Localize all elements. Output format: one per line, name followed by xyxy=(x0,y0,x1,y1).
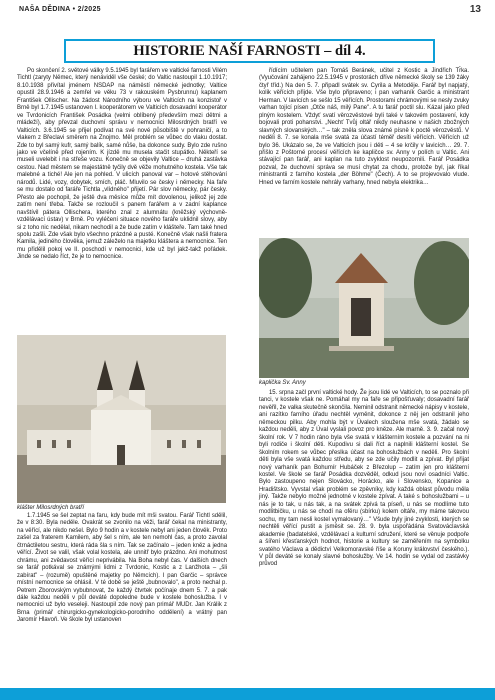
page-number: 13 xyxy=(469,4,481,15)
church-photo xyxy=(17,335,226,503)
publication-name: NAŠA DĚDINA • 2/2025 xyxy=(19,6,101,13)
page-header xyxy=(0,0,495,22)
right-paragraph-2: 15. srpna začl první valtické hody. Že jsou lidé ve Valticích, to se poznalo při tanci, v kostele však ne. Pomáhal my na faře se připošťuvaly; dosavadní farář nevěřil, že valka skutečně skončila. Neminil odstranit německé nápisy v kostele, ani razítko farního úřadu nechtěl vyměnit, dokonce z něj jen odstranil jeho německou pilku. Aby mohla být v Úvalech sloužena mše svatá, žádalo se každou neděli, aby z Úval vyslali povoz pro kněze. Ale marně. 3. 9. začal nový školní rok. V 7 hodin ráno byla vše svatá v klášterním kostele a pozvání na ni byli rodiče i školní děti. Kupodivu si dali říct a naplnili klášterní kostel. Se školním rokem se vůbec přeslka účast na bohoslužbách v neděli. Pro školní děti byla vše svatá každou středu, aby se zde učily modlit a zpívat. Byl přijat nový varhaník pan Bohumír Hubáček z Březolup – zatím jen pro klášterní kostel. Ve škole se farář Posádka dozvěděl, odkud jsou noví osadníci Valtic. Bylo zastoupeno nejen Slovácko, Horácko, ale i Slovensko, Kopanice a Hradištsko. Vyvstal však problém se zpěvníky, kdy každá oblast původu měla jiný. Takže nebylo možné jednotné v kostele zpívat. A také s bohoslužbami – u nás je to tak, u nás tak, a na svátek zpívá ta píseň, u nás se modlíme tuto modlitbičku, u nás se chodí na ofěru (sbírku) kolem oltáře, my máme takovou sochu, my tam nesli kostel vymalovaný…" Všude byly jiné zvyklosti, kterých se nechtěli věřící pustit a jsměsit se. 28. 9. byla uspořádána Svatováclavská akademie (badatelské, vzdělávací a kulturní sdružení, které se věnuje podpoře a šíření křesťanských hodnot, historie a kultury se zaměřením na symbolku svatého Václava a dědictví Velkomoravské říše a Koruny království českého.). V půl deváté se konaly slavné bohoslužby. Ve 14. hodin se vydal od zastávky průvod xyxy=(259,390,469,568)
bottom-accent-bar xyxy=(0,688,495,700)
chapel-photo xyxy=(259,238,469,378)
right-paragraph-1: řídícím učitelem pan Tomáš Beránek, učitel z Kostic a Jindřich Tr̄ka. (Vyučování zahájeno 22.5.1945 v prostorách dříve německé školy se 139 žáky čtyř tříd.) Na den 5. 7. připadl svátek sv. Cyrila a Metoděje. Farář byl napjatý, kolik věřících přijde. Vše bylo připraveno; i pan varhaník Garčic a ministrant Herman. V lavicích se sešlo 15 věřících. Prostorami chrámovými se nesly zvuky varhan tojící písen „Otče náš, milý Pane". A tu farář poctil slu. Kázal jako před plným kostelem. Vždyť svatí věrozvěstové byli také v takovém postavení, kdy bojovali proti pohanstvi. „Nechť Tvůj oltář nikdy neuhasne v našich zbožných slavných slovanských…" – tak zněla slova známé písně k poctě věrozvěstů. V neděli 8. 7. se konala mše svatá za účastí téměř desíti věřících. Věřících už bylo 36. Ukázalo se, že ve Valticích jsou i děti – 4 se krčily v lavicích… 29. 7. přišlo z Poštorné procesí věřících ke kapličce sv. Anny v polích u Valtic. Ani stávající pan farář, ani kaplan na tuto zvyklost neupozornili. Farář Posádka pozval, že duchovní správa se musí chytat za chodu, protože byl, jak říkal ministrantii z farního kostela „der Böhme" (Čech). A to se projevovalo vlude. Hned ve farním kostele nehrály varhany, hned nebyla elektrika… xyxy=(259,68,469,186)
left-column-continued xyxy=(17,513,227,688)
left-paragraph-1: Po skončení 2. světové války 9.5.1945 byl farářem ve valtické farnosti Vilém Tichtl (zaryty Němec, který nenáviděl vše české; do Valtic nastoupil 1.10.1917; 8.10.1938 přivítal jménem NSDAP na náměstí německé jednotky; Valtice opustil 28.9.1946 a zemřel ve věku 73 v rakouském Pysbrunnu) kaplanem František Ollischer. Na žádost Národního výboru ve Valticích na konzistoř v Brně byl 1.7.1945 ustanoven I. kooperátorem ve Valticích dosavadní kooperátor ve Tvrdonicích František Posádka (velmi oblíbený především mezi dětmi a mládeží), aby převzal duchovní správu v nemocnici Milosrdných bratří ve Valticích. 3.6.1945 se přijel podívat na své nové působiště v pohraničí, a to vlakem z Břeclavi směrem na Znojmo. Měl problém se vůbec do vlaku dostat. Zde to byl samý kufr, samý balík, samé nůše, ba dokonce sudy. Bylo zde rušno jako ve včelíně před rojením. K jízdě mu musela stačit stupátko. Někteří se museli uvelebit i na střeše vozu. Konečně se objevily Valtice – druhá zastávka cestou. Nad městem se majestátně tyčily dvě věže mohutného kostela. Vše tak malebné a tiché! Ale jen na pohled. V ulicích panoval var – hotové stěhování národů. Lidé, vozy, dobytek, smích, pláč. Mluvilo se česky i německy. Na faře se mu dostalo od faráře Tichtla „vlídného" přijetí. Pár slov německy, pár česky. Přesto ale pochopil, že ještě dva měsíce může mít dovolenou, jelikož jej zde zatím není třeba. Takže se rozloučil s panem farářem a v zadní kaplance navštívil pátera Ollischera, kterého znal z alumnátu (kněžský výchovně-vzdělávací ústav) v Brně. Po vyléčení situace nového faráře uklidnil slovy, aby si z toho nic nedělal, nikam nechodil a že bude zatím v klášteře. Tam také hned spolu zašli. Zde však bylo všechno prázdné a pusté. Konečně však našli fratera Kamila, jediného člověka, jemuž záleželo na majetku kláštera a nemocnice. Ten mu přidělil pokoj ve II. poschodí v nemocnici, kde už byl jakž-takž pořádek. Jinde se nedalo říct, že je to nemocnice. xyxy=(17,68,227,261)
chapel-photo-caption: kaplička Sv. Anny xyxy=(259,380,306,386)
right-column-continued xyxy=(259,390,469,688)
left-paragraph-2: 1.7.1945 se šel zeptat na faru, kdy bude mít mši svatou. Farář Tichtl sdělil, že v 8:30. Byla neděle. Ovakrát se zvonilo na věži, farář čekal na ministranty, na věřící, ale nikdo nešel. Bylo 9 hodin a v kostele nebyl ani jeden člověk. Proto zašel za fraterem Kamilem, aby šel s ním, ale ten nemohl čas, a proto zavolal čtrnáctiletou sestru, která ráda šla s ním. Tak se začínalo – jeden kněz a jedna věřící. Život se valil, však volal kostela, ale unnitř bylo prázdno. Ani mohutnost chrámu, ani zvědavost věřící neprivábila. Na Boha nebyl čas. V dalších dnech se farář potkával se známými lidmi z Tvrdonic, Kostic a z Lanžhota – „šli zabírat" – (rozumě) opuštěné majetky po Němcích). I pan Garčic – správce místní nemocnice se ohlásil. V té době se ještě „bubnovalo", a proto nechal p. Petrem Zborovským vybubnovat, že každý čtvrtek počínaje dnem 5. 7. a pak dále každou neděli v půl deváté dopoledne bude v kostele bohoslužba. I v nemocnici už bylo veseleji. Nastoupil zde nový pan primář MUDr. Jan Králik z Brna (primář chirurgicko-gynekologicko-porodního oddělení) a vrátný pan Jaromír Hlavoň. Ve škole byl ustanoven xyxy=(17,513,227,624)
church-photo-caption: klášter Milosrdných bratří xyxy=(17,505,85,511)
article-title: HISTORIE NAŠÍ FARNOSTI – díl 4. xyxy=(64,39,435,63)
